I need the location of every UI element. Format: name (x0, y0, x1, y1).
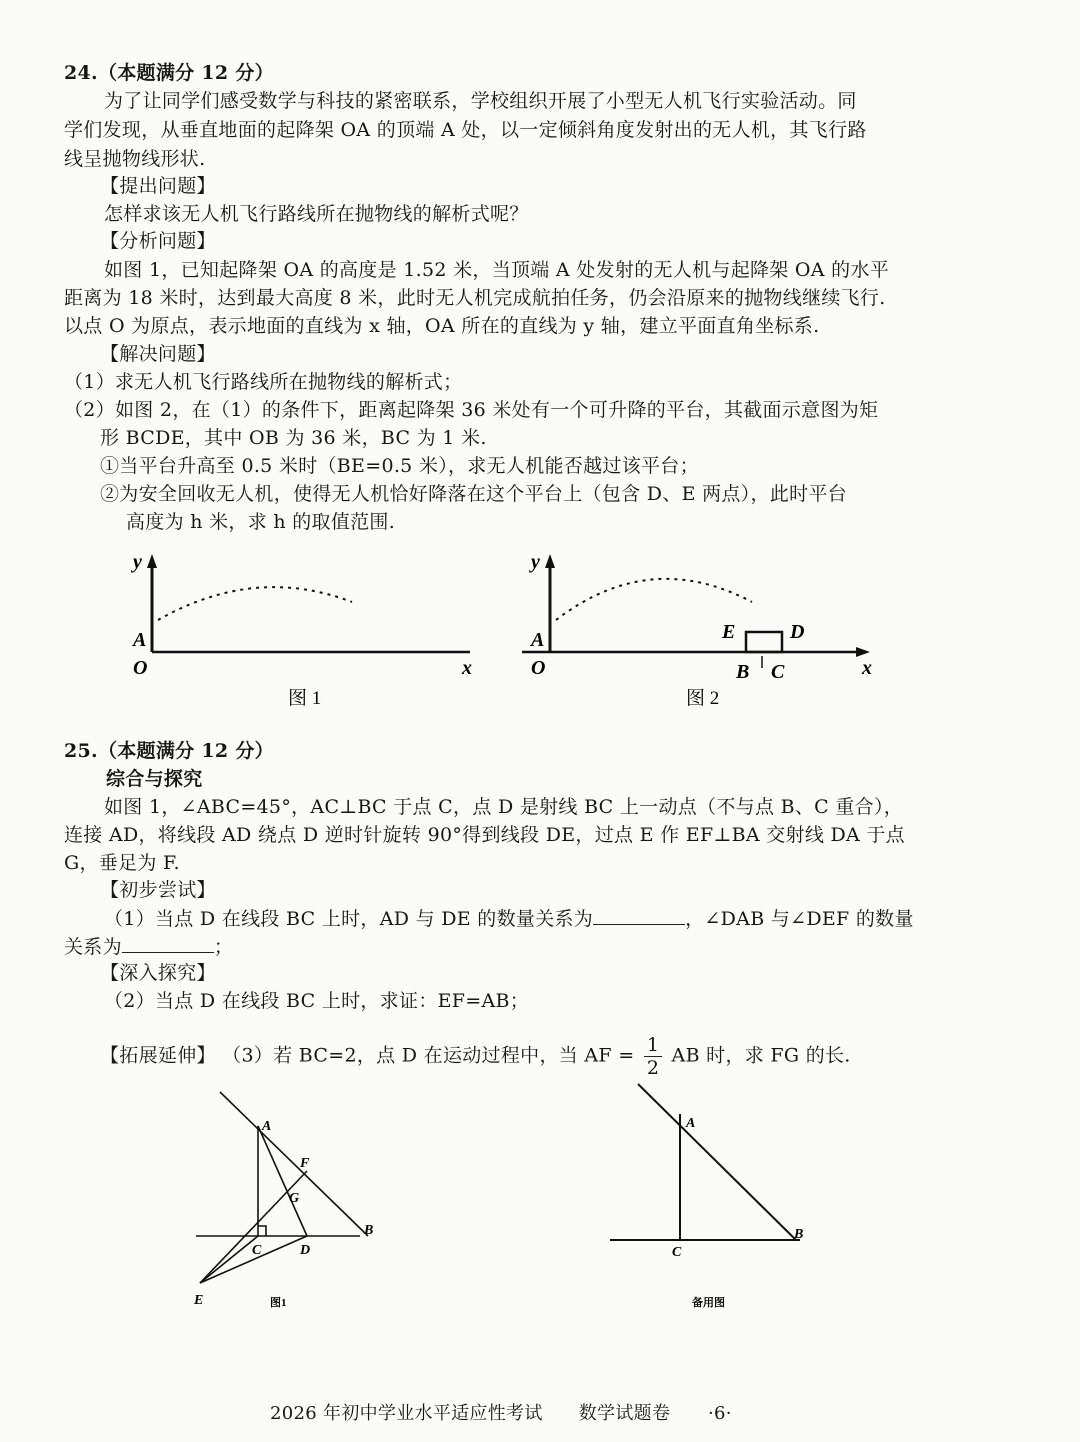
fig4-c-label: C (672, 1245, 682, 1260)
fig1-y-label: y (133, 551, 142, 573)
fig2-c-label: C (771, 661, 785, 683)
q25-section-try: 【初步尝试】 (100, 879, 216, 901)
fig2-b-label: B (736, 661, 750, 683)
q24-section-analyze: 【分析问题】 (100, 230, 216, 252)
q25-heading: 25.（本题满分 12 分） (64, 740, 274, 762)
q25-deep-line: （2）当点 D 在线段 BC 上时，求证：EF=AB； (104, 990, 530, 1012)
q24-part-2-sub-1: ①当平台升高至 0.5 米时（BE=0.5 米），求无人机能否越过该平台； (100, 455, 699, 477)
q25-section-deep: 【深入探究】 (100, 962, 216, 984)
q24-intro-line-1: 为了让同学们感受数学与科技的紧密联系，学校组织开展了小型无人机飞行实验活动。同 (104, 90, 857, 112)
q25-body-line-2: 连接 AD，将线段 AD 绕点 D 逆时针旋转 90°得到线段 DE，过点 E 作 EF⊥BA 交射线 DA 于点 (64, 824, 905, 846)
q24-analyze-line-1: 如图 1，已知起降架 OA 的高度是 1.52 米，当顶端 A 处发射的无人机与起降架 OA 的水平 (104, 259, 890, 281)
q25-body-line-3: G，垂足为 F. (64, 852, 180, 874)
q25-try-text-a: （1）当点 D 在线段 BC 上时，AD 与 DE 的数量关系为 (104, 908, 594, 930)
q24-ask-text: 怎样求该无人机飞行路线所在抛物线的解析式呢？ (104, 203, 529, 225)
q25-figure-1 (196, 1092, 368, 1283)
q25-ext-text-b: AB 时，求 FG 的长. (671, 1044, 851, 1067)
fig3-line-ef (200, 1171, 307, 1283)
q24-intro-line-2: 学们发现，从垂直地面的起降架 OA 的顶端 A 处，以一定倾斜角度发射出的无人机，其飞行路 (64, 119, 867, 141)
page-number: ·6· (708, 1403, 732, 1424)
fig3-e-label: E (194, 1293, 204, 1308)
fig2-y-arrow-icon (545, 554, 555, 568)
q25-body-line-1: 如图 1，∠ABC=45°，AC⊥BC 于点 C，点 D 是射线 BC 上一动点（不与点 B、C 重合）， (104, 796, 904, 818)
q24-heading: 24.（本题满分 12 分） (64, 62, 274, 84)
q24-part-2-line-1: （2）如图 2，在（1）的条件下，距离起降架 36 米处有一个可升降的平台，其截面示意图为矩 (64, 399, 879, 421)
q25-spare-figure (610, 1084, 800, 1240)
fig2-x-arrow-icon (856, 647, 870, 657)
fig2-e-label: E (722, 621, 736, 643)
fig4-a-label: A (686, 1116, 696, 1131)
fig2-d-label: D (790, 621, 805, 643)
fig4-b-label: B (794, 1227, 804, 1242)
q25-section-ext: 【拓展延伸】 (100, 1044, 216, 1067)
fig3-f-label: F (300, 1156, 310, 1171)
q24-part-2-sub-2: ②为安全回收无人机，使得无人机恰好降落在这个平台上（包含 D、E 两点），此时平台 (100, 483, 847, 505)
q24-part-2-sub-2-cont: 高度为 h 米，求 h 的取值范围. (126, 511, 396, 533)
q24-intro-line-3: 线呈抛物线形状. (64, 148, 206, 170)
q24-section-solve: 【解决问题】 (100, 343, 216, 365)
q24-analyze-line-2: 距离为 18 米时，达到最大高度 8 米，此时无人机完成航拍任务，仍会沿原来的抛物线继续飞行. (64, 287, 886, 309)
q25-ext-text-a: （3）若 BC=2，点 D 在运动过程中，当 AF = (222, 1044, 635, 1067)
fig3-c-label: C (252, 1243, 262, 1258)
q24-analyze-line-3: 以点 O 为原点，表示地面的直线为 x 轴，OA 所在的直线为 y 轴，建立平面直角坐标系. (64, 315, 820, 337)
fig3-d-label: D (300, 1243, 311, 1258)
fig3-a-label: A (262, 1119, 272, 1134)
fig1-caption: 图 1 (288, 688, 322, 709)
q25-try-text-b: ，∠DAB 与∠DEF 的数量 (685, 908, 914, 930)
fig1-parabola (158, 587, 352, 620)
fig3-g-label: G (289, 1191, 300, 1206)
fig2-a-label: A (531, 629, 545, 651)
fig2-o-label: O (531, 657, 546, 679)
q25-try-text-d: ； (213, 936, 234, 958)
q24-part-2-line-2: 形 BCDE，其中 OB 为 36 米，BC 为 1 米. (100, 427, 487, 449)
fig3-right-angle-icon (258, 1226, 266, 1236)
q24-figure-2 (522, 554, 870, 668)
q25-subtitle: 综合与探究 (106, 768, 203, 790)
fig3-b-label: B (364, 1223, 374, 1238)
fig3-line-ad (258, 1126, 307, 1236)
fig3-line-ab (220, 1092, 368, 1236)
q24-section-ask: 【提出问题】 (100, 175, 216, 197)
fig4-caption: 备用图 (692, 1297, 725, 1309)
fig2-parabola (556, 579, 752, 620)
fig3-line-ec (200, 1236, 258, 1283)
footer-text: 2026 年初中学业水平适应性考试 数学试题卷 (270, 1403, 671, 1424)
fraction-numerator: 1 (644, 1034, 662, 1057)
q25-try-text-c: 关系为 (64, 936, 122, 958)
fig4-line-ab (638, 1084, 796, 1240)
fig3-caption: 图1 (270, 1297, 287, 1309)
fig1-a-label: A (133, 629, 147, 651)
q24-part-1: （1）求无人机飞行路线所在抛物线的解析式； (64, 371, 463, 393)
fig1-x-label: x (462, 657, 472, 679)
fig2-platform-bcde (746, 632, 782, 652)
fig2-caption: 图 2 (686, 688, 720, 709)
fraction-denominator: 2 (646, 1057, 660, 1079)
fig1-y-arrow-icon (147, 554, 157, 568)
q24-figure-1 (147, 554, 470, 652)
fig1-o-label: O (133, 657, 148, 679)
fig2-x-label: x (862, 657, 872, 679)
fig2-y-label: y (531, 551, 540, 573)
